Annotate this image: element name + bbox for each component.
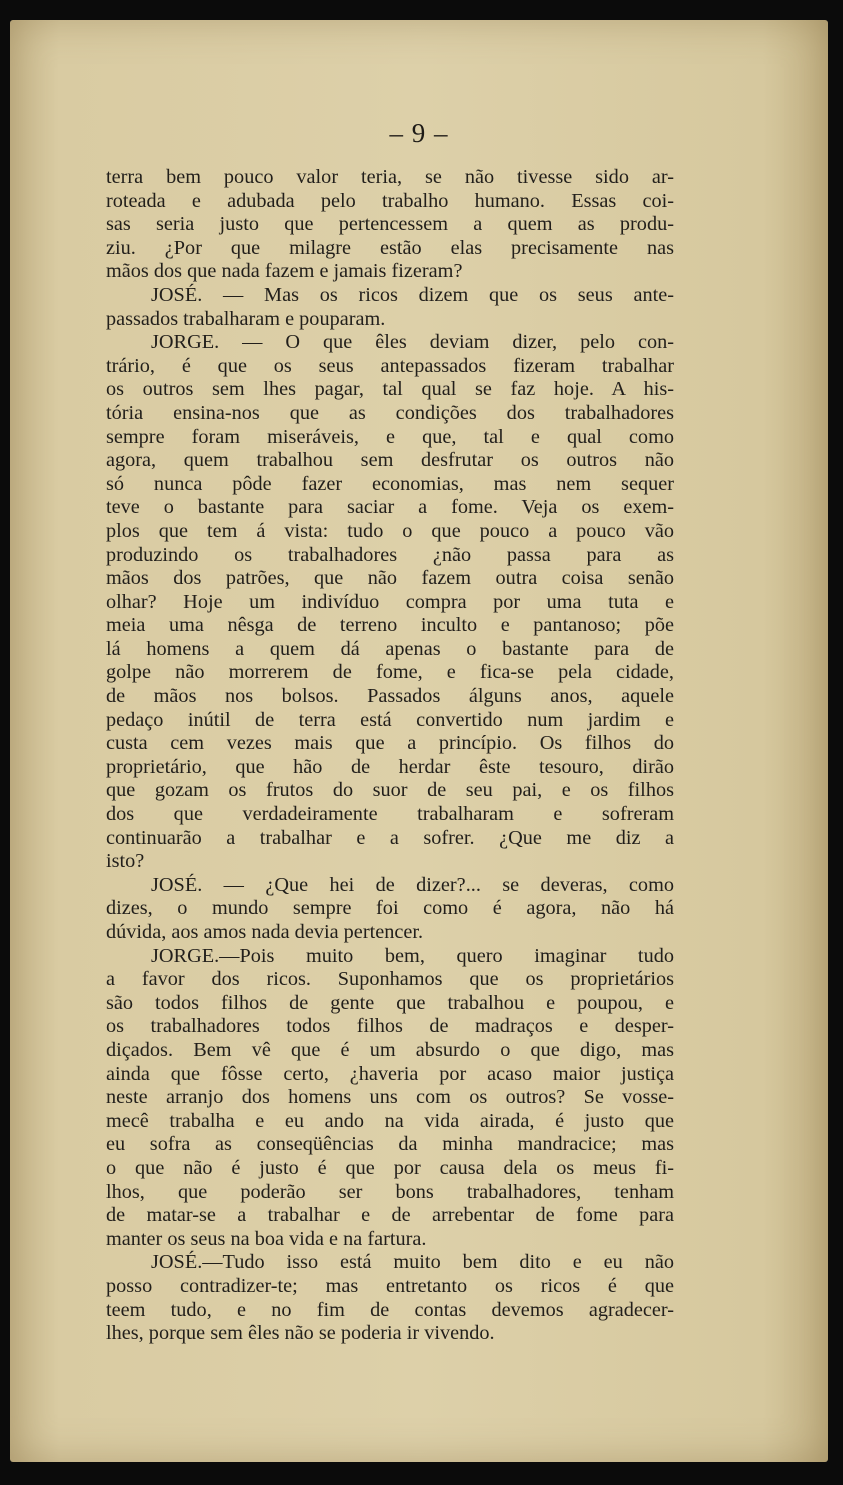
text-line: JOSÉ. — Mas os ricos dizem que os seus ante- [151, 283, 674, 306]
text-line: JORGE. — O que êles deviam dizer, pelo con- [151, 331, 674, 354]
text-line: manter os seus na boa vida e na fartura. [106, 1227, 427, 1250]
text-line: ainda que fôsse certo, ¿haveria por acaso maior justiça [106, 1062, 674, 1085]
body-text [106, 166, 674, 1346]
text-line: proprietário, que hão de herdar êste tesouro, dirão [106, 755, 674, 778]
text-line: que gozam os frutos do suor de seu pai, e os filhos [106, 779, 674, 802]
page-number: – 9 – [389, 118, 449, 148]
text-line: dúvida, aos amos nada devia pertencer. [106, 921, 424, 943]
text-line: tória ensina-nos que as condições dos trabalhadores [106, 401, 674, 424]
book-page [10, 20, 828, 1462]
text-line: JORGE.—Pois muito bem, quero imaginar tudo [151, 944, 674, 967]
text-line: trário, é que os seus antepassados fizeram trabalhar [106, 354, 674, 377]
text-line: lhos, que poderão ser bons trabalhadores, tenham [106, 1180, 674, 1203]
text-line: o que não é justo é que por causa dela os meus fi- [106, 1156, 674, 1179]
text-line: agora, quem trabalhou sem desfrutar os outros não [106, 449, 674, 472]
text-line: continuarão a trabalhar e a sofrer. ¿Que me diz a [106, 826, 674, 849]
text-line: ziu. ¿Por que milagre estão elas precisamente nas [106, 236, 674, 259]
text-line: JOSÉ.—Tudo isso está muito bem dito e eu não [151, 1251, 674, 1274]
text-line: terra bem pouco valor teria, se não tivesse sido ar- [106, 166, 674, 188]
text-line: meia uma nêsga de terreno inculto e pantanoso; põe [106, 614, 674, 637]
text-line: golpe não morrerem de fome, e fica-se pela cidade, [106, 661, 674, 684]
text-line: sas seria justo que pertencessem a quem as produ- [106, 213, 674, 236]
text-line: sempre foram miseráveis, e que, tal e qual como [106, 425, 674, 448]
text-line: olhar? Hoje um indivíduo compra por uma tuta e [106, 590, 674, 613]
text-line: eu sofra as conseqüências da minha mandracice; mas [106, 1133, 674, 1156]
text-line: produzindo os trabalhadores ¿não passa para as [106, 543, 674, 566]
text-line: só nunca pôde fazer economias, mas nem sequer [106, 472, 674, 495]
text-line: diçados. Bem vê que é um absurdo o que digo, mas [106, 1038, 674, 1061]
text-line: roteada e adubada pelo trabalho humano. Essas coi- [106, 189, 674, 212]
text-line: os trabalhadores todos filhos de madraços e desper- [106, 1015, 674, 1038]
text-line: mãos dos que nada fazem e jamais fizeram? [106, 260, 463, 283]
text-line: de mãos nos bolsos. Passados álguns anos, aquele [106, 685, 674, 708]
text-line: a favor dos ricos. Suponhamos que os proprietários [106, 968, 674, 991]
text-line: dizes, o mundo sempre foi como é agora, não há [106, 897, 674, 920]
text-line: custa cem vezes mais que a princípio. Os filhos do [106, 732, 674, 755]
text-line: plos que tem á vista: tudo o que pouco a pouco vão [106, 519, 674, 542]
text-line: isto? [106, 850, 145, 873]
text-line: de matar-se a trabalhar e de arrebentar de fome para [106, 1204, 674, 1227]
text-line: pedaço inútil de terra está convertido num jardim e [106, 708, 674, 731]
text-line: os outros sem lhes pagar, tal qual se faz hoje. A his- [106, 378, 674, 401]
text-line: neste arranjo dos homens uns com os outros? Se vosse- [106, 1086, 674, 1109]
text-line: JOSÉ. — ¿Que hei de dizer?... se deveras, como [151, 873, 674, 896]
text-line: dos que verdadeiramente trabalharam e sofreram [106, 803, 674, 826]
text-line: mãos dos patrões, que não fazem outra coisa senão [106, 567, 674, 590]
text-line: teve o bastante para saciar a fome. Veja os exem- [106, 496, 674, 519]
text-line: lhes, porque sem êles não se poderia ir vivendo. [106, 1322, 495, 1345]
text-line: lá homens a quem dá apenas o bastante para de [106, 637, 674, 660]
text-line: passados trabalharam e pouparam. [106, 307, 386, 330]
text-line: posso contradizer-te; mas entretanto os ricos é que [106, 1274, 674, 1297]
text-line: teem tudo, e no fim de contas devemos agradecer- [106, 1298, 674, 1321]
text-line: mecê trabalha e eu ando na vida airada, é justo que [106, 1109, 674, 1132]
text-line: são todos filhos de gente que trabalhou e poupou, e [106, 991, 674, 1014]
